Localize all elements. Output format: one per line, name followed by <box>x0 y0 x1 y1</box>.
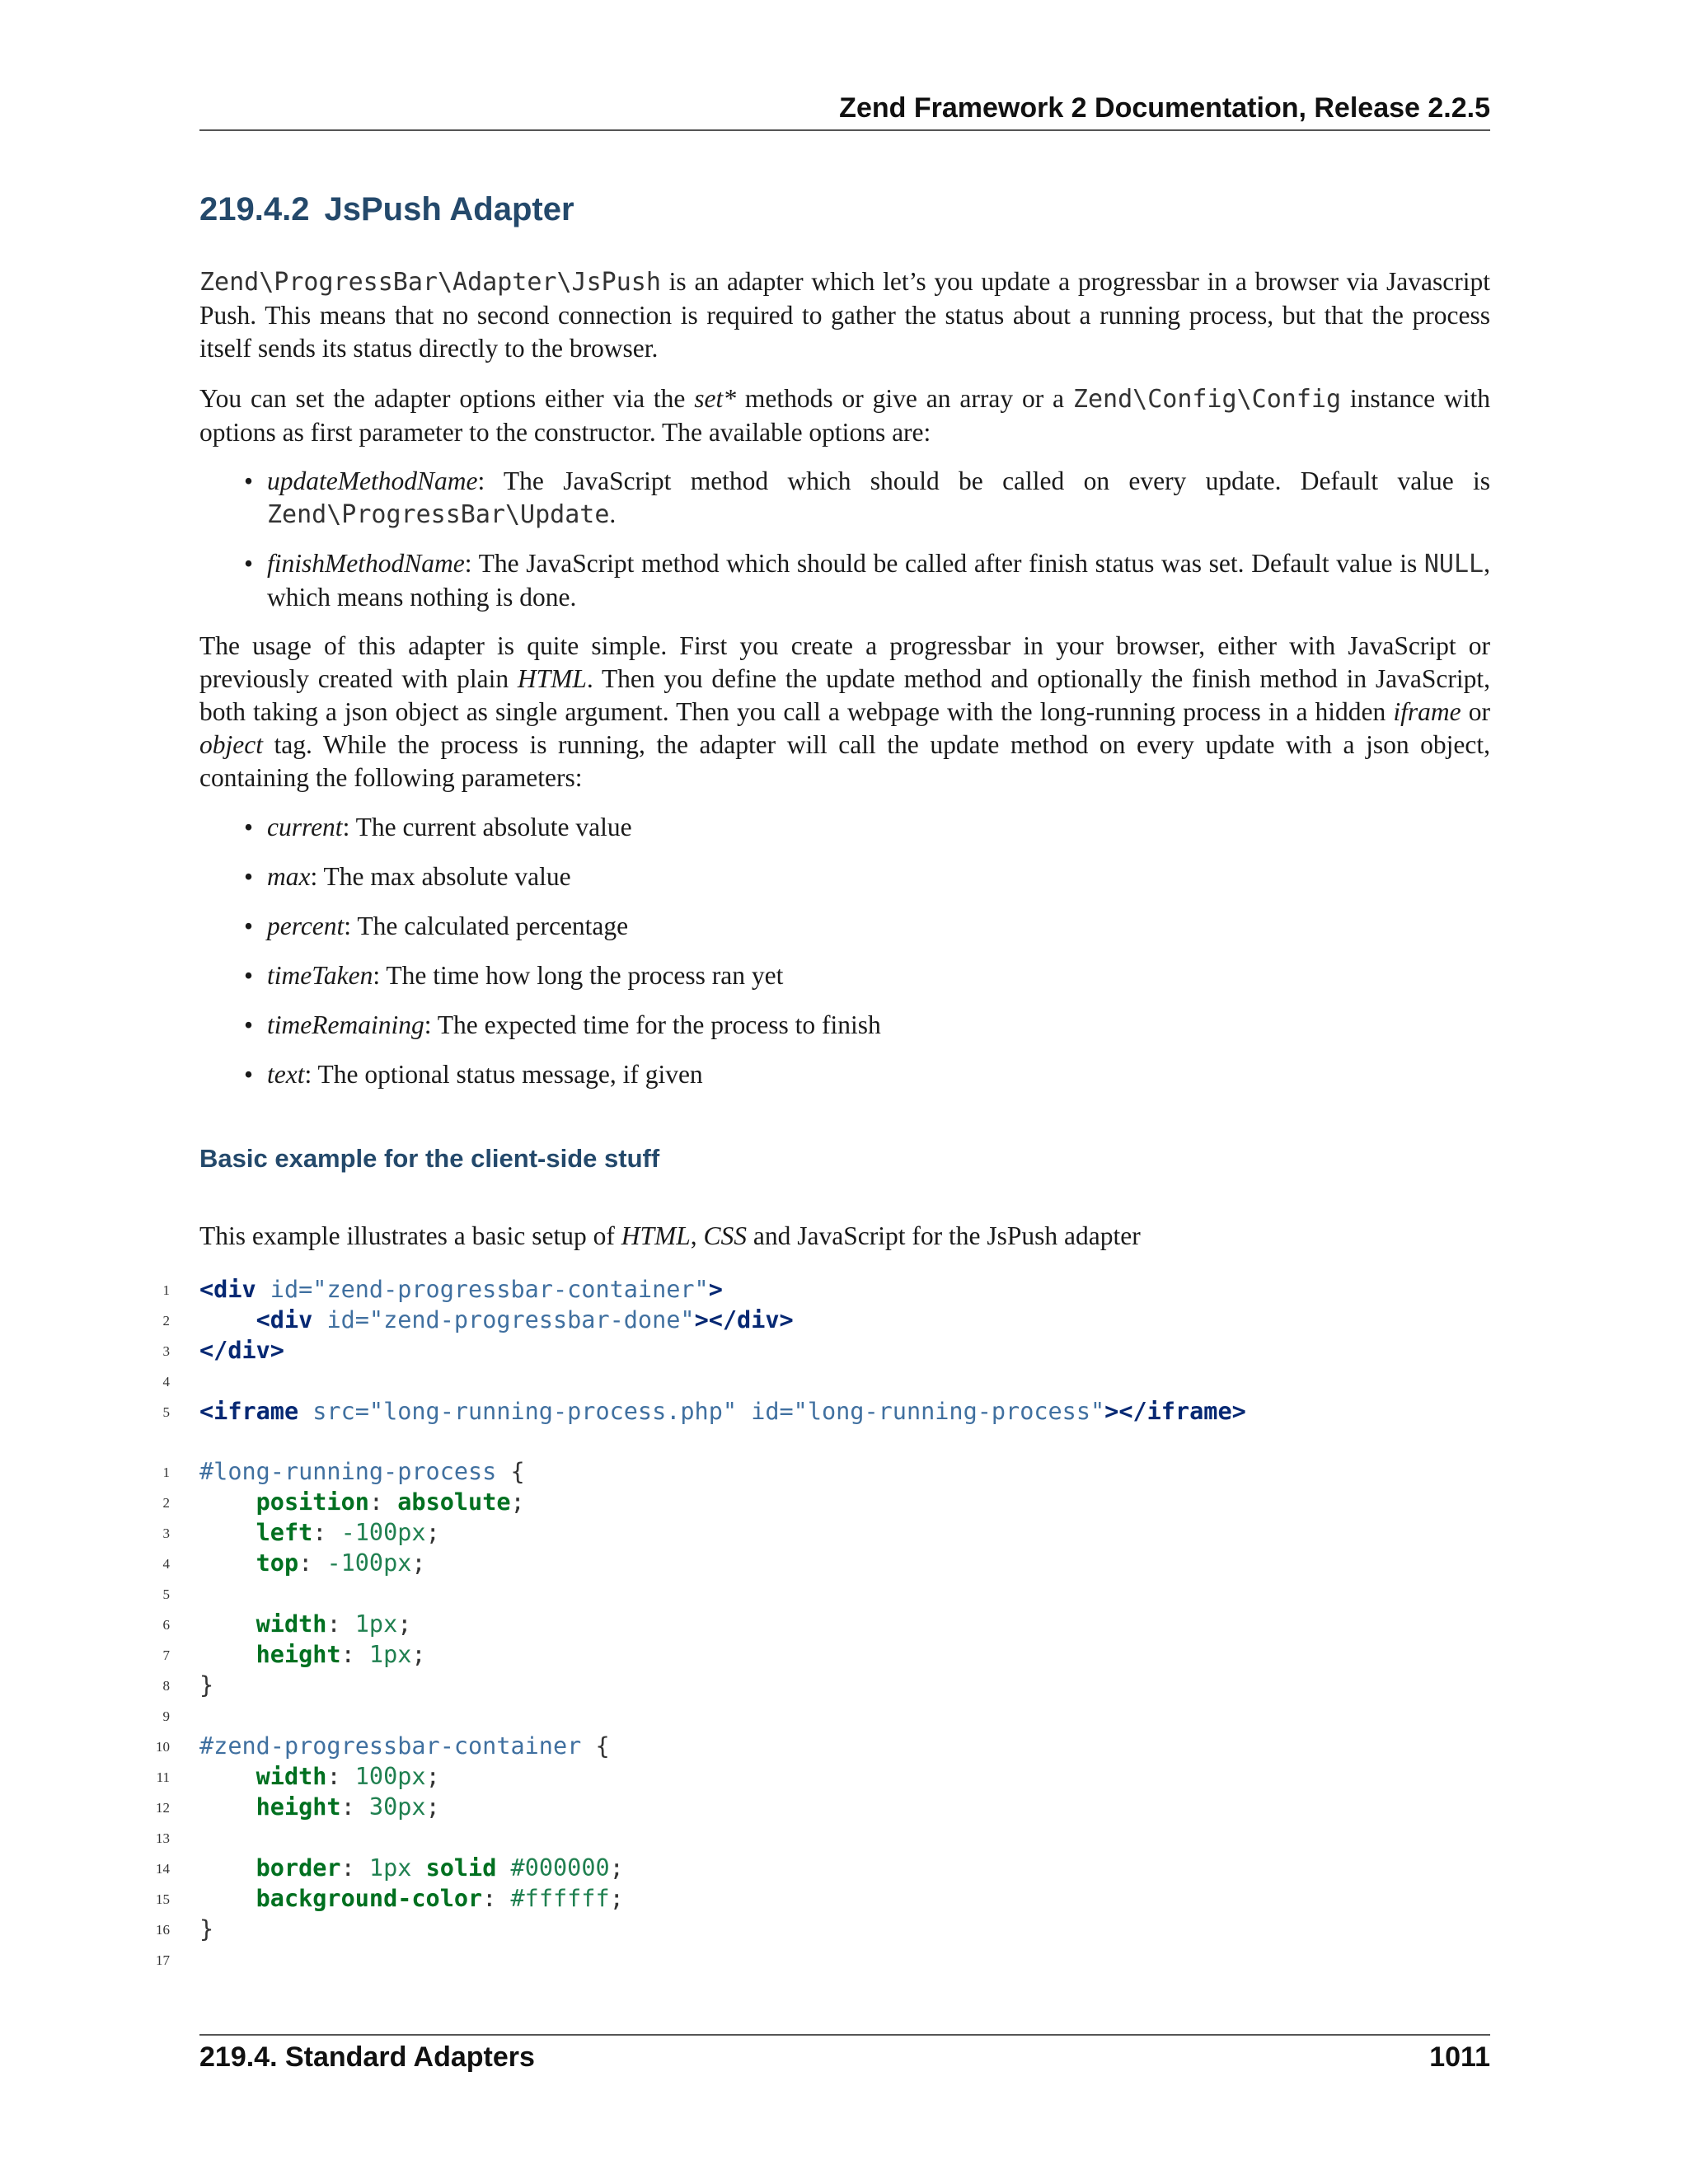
line-number: 5 <box>162 1586 170 1602</box>
param-desc: : The expected time for the process to finish <box>424 1010 881 1039</box>
code-token: ></iframe> <box>1104 1398 1246 1425</box>
section-number: 219.4.2 <box>199 191 310 227</box>
code-text <box>199 1853 624 1883</box>
bullet-icon: • <box>244 813 254 841</box>
list-item <box>244 910 1490 943</box>
code-token: height <box>256 1793 341 1821</box>
code-token: id= <box>312 1306 369 1333</box>
code-line <box>0 1883 1688 1914</box>
footer-section: 219.4. Standard Adapters <box>199 2041 535 2073</box>
code-text <box>199 1548 426 1578</box>
section-title: JsPush Adapter <box>324 191 574 227</box>
line-number: 5 <box>162 1404 170 1420</box>
param-name: max <box>267 862 311 891</box>
code-token: { <box>496 1458 525 1485</box>
options-paragraph <box>199 382 1490 449</box>
code-text <box>199 1639 426 1670</box>
code-line <box>0 1639 1688 1670</box>
usage-object-em: object <box>199 730 263 759</box>
code-line <box>0 1731 1688 1761</box>
param-name: text <box>267 1060 305 1089</box>
code-token: : <box>340 1641 369 1668</box>
param-name: percent <box>267 912 345 940</box>
line-number: 6 <box>162 1617 170 1633</box>
list-item <box>244 959 1490 992</box>
code-token: : <box>482 1885 511 1912</box>
intro-paragraph <box>199 265 1490 365</box>
section-heading <box>199 191 574 228</box>
footer-rule <box>199 2034 1490 2036</box>
code-token: <div <box>256 1306 313 1333</box>
param-desc: : The max absolute value <box>310 862 571 891</box>
code-token: ; <box>510 1488 525 1516</box>
header-rule <box>199 129 1490 131</box>
code-line <box>0 1792 1688 1822</box>
code-token: position <box>256 1488 369 1516</box>
code-text <box>199 1731 610 1761</box>
line-number: 11 <box>156 1769 170 1785</box>
code-token <box>199 1885 256 1912</box>
bullet-icon: • <box>244 466 254 495</box>
code-token: <div <box>199 1276 256 1303</box>
code-line <box>0 1944 1688 1975</box>
line-number: 1 <box>162 1282 170 1298</box>
code-text <box>199 1792 440 1822</box>
code-token: border <box>256 1854 341 1882</box>
options-text-2: methods or give an array or a <box>736 384 1073 413</box>
param-name: timeRemaining <box>267 1010 424 1039</box>
line-number: 3 <box>162 1526 170 1541</box>
line-number: 8 <box>162 1678 170 1694</box>
line-number: 12 <box>156 1800 170 1816</box>
code-token: : <box>340 1854 369 1882</box>
code-token: "zend-progressbar-done" <box>368 1306 695 1333</box>
param-desc: : The calculated percentage <box>344 912 629 940</box>
code-line <box>0 1305 1688 1335</box>
code-token <box>199 1519 256 1546</box>
line-number: 15 <box>156 1891 170 1907</box>
option-name: updateMethodName <box>267 466 478 495</box>
line-number: 7 <box>162 1647 170 1663</box>
code-line <box>0 1822 1688 1853</box>
code-line <box>0 1670 1688 1700</box>
code-line <box>0 1274 1688 1305</box>
code-token: { <box>581 1732 610 1760</box>
code-token: "long-running-process" <box>793 1398 1105 1425</box>
list-item <box>244 547 1490 614</box>
code-line <box>0 1761 1688 1792</box>
code-text <box>199 1456 525 1487</box>
code-line <box>0 1609 1688 1639</box>
bullet-icon: • <box>244 549 254 578</box>
bullet-icon: • <box>244 1060 254 1089</box>
example-html-em: HTML <box>621 1221 691 1250</box>
code-token: ; <box>425 1763 440 1790</box>
code-text <box>199 1883 624 1914</box>
code-token: "long-running-process.php" <box>368 1398 738 1425</box>
usage-text-3: or <box>1461 697 1490 726</box>
code-line <box>0 1700 1688 1731</box>
code-token <box>199 1549 256 1577</box>
usage-text-1: The usage of this adapter is quite simple. First you create a progressbar in your browser, either with JavaScript or previously created with plain <box>199 631 1490 693</box>
options-set-em: set* <box>694 384 737 413</box>
code-token: -100px <box>326 1549 412 1577</box>
code-token <box>199 1763 256 1790</box>
code-token: absolute <box>397 1488 511 1516</box>
code-token: solid <box>425 1854 497 1882</box>
page-number: 1011 <box>1429 2041 1490 2073</box>
code-token: ></div> <box>694 1306 794 1333</box>
list-item <box>244 465 1490 532</box>
code-text <box>199 1914 213 1944</box>
code-token <box>411 1854 425 1882</box>
option-tail: . <box>609 499 617 528</box>
code-line <box>0 1335 1688 1366</box>
code-token: } <box>199 1671 214 1699</box>
code-text <box>199 1761 440 1792</box>
list-item <box>244 811 1490 844</box>
code-token: ; <box>411 1549 426 1577</box>
param-desc: : The time how long the process ran yet <box>373 961 784 990</box>
code-token <box>199 1793 256 1821</box>
line-number: 1 <box>162 1465 170 1480</box>
code-token: : <box>368 1488 398 1516</box>
param-name: current <box>267 813 343 841</box>
code-token: } <box>199 1915 214 1943</box>
code-line <box>0 1396 1688 1427</box>
code-token: #000000 <box>510 1854 610 1882</box>
code-token: </div> <box>199 1337 284 1364</box>
option-default: Zend\ProgressBar\Update <box>267 500 610 529</box>
code-token <box>199 1488 256 1516</box>
line-number: 14 <box>156 1861 170 1877</box>
code-line <box>0 1578 1688 1609</box>
example-css-em: CSS <box>703 1221 748 1250</box>
bullet-icon: • <box>244 912 254 940</box>
code-token: 30px <box>368 1793 426 1821</box>
code-line <box>0 1853 1688 1883</box>
code-token: top <box>256 1549 299 1577</box>
code-token: : <box>326 1763 355 1790</box>
line-number: 2 <box>162 1495 170 1511</box>
param-desc: : The optional status message, if given <box>304 1060 703 1089</box>
code-line <box>0 1517 1688 1548</box>
code-token <box>496 1854 510 1882</box>
list-item <box>244 1058 1490 1091</box>
code-text <box>199 1335 284 1366</box>
line-number: 9 <box>162 1708 170 1724</box>
code-token <box>199 1854 256 1882</box>
intro-class-name: Zend\ProgressBar\Adapter\JsPush <box>199 268 661 297</box>
line-number: 3 <box>162 1343 170 1359</box>
code-line <box>0 1366 1688 1396</box>
line-number: 10 <box>156 1739 170 1755</box>
code-token: width <box>256 1610 327 1638</box>
example-text-1: This example illustrates a basic setup of <box>199 1221 621 1250</box>
code-token: -100px <box>340 1519 426 1546</box>
code-token: ; <box>425 1519 440 1546</box>
intro-text: is an adapter which let’s you update a progressbar in a browser via Javascript Push. This means that no second connection is required to gather the status about a running process, but that the process itself sends its status directly to the browser. <box>199 267 1490 363</box>
code-line <box>0 1548 1688 1578</box>
bullet-icon: • <box>244 862 254 891</box>
line-number: 4 <box>162 1374 170 1390</box>
options-text-3: instance with options as first parameter to the constructor. The available options are: <box>199 384 1490 447</box>
code-token: : <box>326 1610 355 1638</box>
code-token: #ffffff <box>510 1885 610 1912</box>
code-token: : <box>312 1519 341 1546</box>
code-token: left <box>256 1519 313 1546</box>
code-text <box>199 1487 525 1517</box>
line-number: 4 <box>162 1556 170 1572</box>
option-desc: : The JavaScript method which should be called on every update. Default value is <box>477 466 1490 495</box>
param-desc: : The current absolute value <box>342 813 632 841</box>
code-token: ; <box>411 1641 426 1668</box>
code-token: height <box>256 1641 341 1668</box>
code-token <box>199 1610 256 1638</box>
code-line <box>0 1487 1688 1517</box>
code-text <box>199 1670 213 1700</box>
example-paragraph <box>199 1220 1490 1253</box>
list-item <box>244 1009 1490 1042</box>
code-text <box>199 1396 1246 1427</box>
subsection-heading: Basic example for the client-side stuff <box>199 1144 660 1173</box>
option-tail: , which means nothing is done. <box>267 549 1490 612</box>
running-header: Zend Framework 2 Documentation, Release 2.2.5 <box>839 92 1490 124</box>
code-line <box>0 1914 1688 1944</box>
option-name: finishMethodName <box>267 549 465 578</box>
code-token: ; <box>609 1885 624 1912</box>
usage-iframe-em: iframe <box>1393 697 1461 726</box>
line-number: 17 <box>156 1952 170 1968</box>
code-token: : <box>340 1793 369 1821</box>
code-token: <iframe <box>199 1398 299 1425</box>
bullet-icon: • <box>244 1010 254 1039</box>
line-number: 2 <box>162 1313 170 1329</box>
usage-paragraph <box>199 630 1490 794</box>
code-token <box>199 1306 256 1333</box>
code-line <box>0 1456 1688 1487</box>
bullet-icon: • <box>244 961 254 990</box>
options-text-1: You can set the adapter options either via the <box>199 384 695 413</box>
code-token: 1px <box>368 1641 412 1668</box>
code-token: width <box>256 1763 327 1790</box>
option-default: NULL <box>1423 550 1484 579</box>
example-sep: , <box>690 1221 704 1250</box>
code-token: id= <box>256 1276 313 1303</box>
code-text <box>199 1609 411 1639</box>
code-token: > <box>708 1276 723 1303</box>
example-text-2: and JavaScript for the JsPush adapter <box>747 1221 1141 1250</box>
code-token: 1px <box>354 1610 398 1638</box>
code-token: background-color <box>256 1885 483 1912</box>
code-token: src= <box>298 1398 369 1425</box>
code-token: 1px <box>368 1854 412 1882</box>
options-config-class: Zend\Config\Config <box>1072 385 1342 414</box>
usage-html-em: HTML <box>517 664 587 693</box>
option-desc: : The JavaScript method which should be called after finish status was set. Default value is <box>464 549 1424 578</box>
code-token: #long-running-process <box>199 1458 497 1485</box>
usage-text-4: tag. While the process is running, the adapter will call the update method on every update with a json object, containing the following parameters: <box>199 730 1490 792</box>
code-token: : <box>298 1549 327 1577</box>
code-text <box>199 1274 723 1305</box>
list-item <box>244 860 1490 893</box>
code-token: ; <box>397 1610 412 1638</box>
code-text <box>199 1517 440 1548</box>
code-token: id= <box>737 1398 794 1425</box>
code-token: 100px <box>354 1763 426 1790</box>
code-token: #zend-progressbar-container <box>199 1732 582 1760</box>
param-name: timeTaken <box>267 961 373 990</box>
code-token <box>199 1641 256 1668</box>
line-number: 16 <box>156 1922 170 1938</box>
usage-text-2: . Then you define the update method and optionally the finish method in JavaScript, both taking a json object as single argument. Then you call a webpage with the long-running process in a hidden <box>199 664 1490 726</box>
code-token: ; <box>425 1793 440 1821</box>
code-text <box>199 1305 794 1335</box>
code-token: "zend-progressbar-container" <box>312 1276 709 1303</box>
line-number: 13 <box>156 1830 170 1846</box>
code-token: ; <box>609 1854 624 1882</box>
